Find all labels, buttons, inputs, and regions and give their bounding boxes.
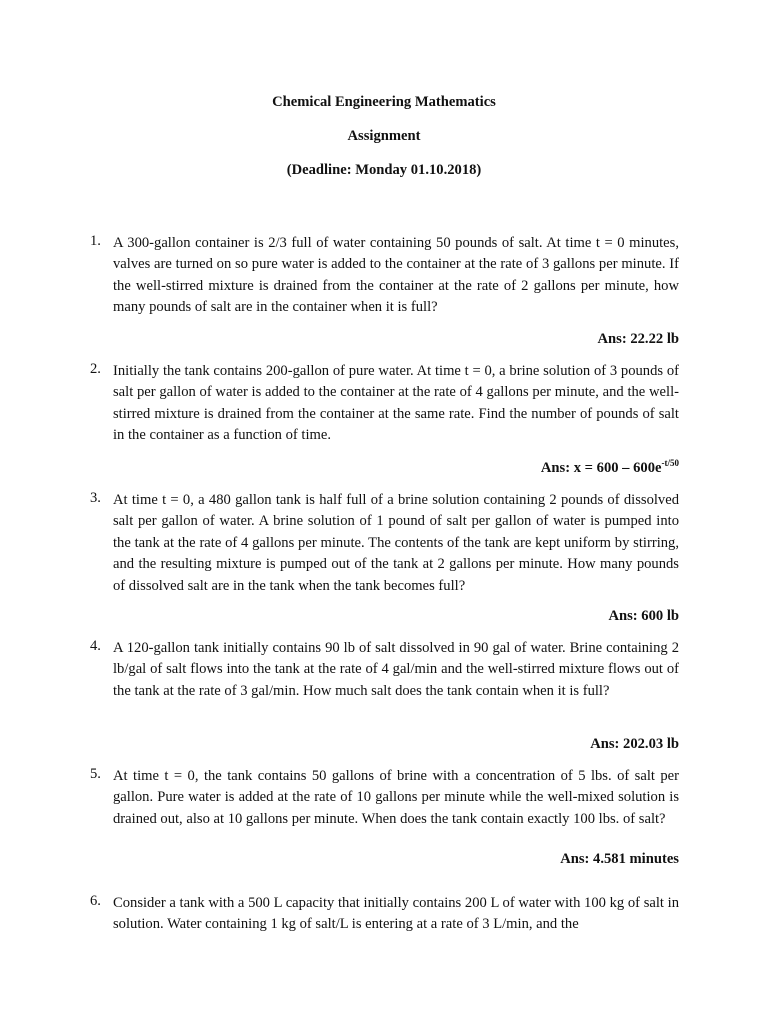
question-text: Initially the tank contains 200-gallon of pure water. At time t = 0, a brine solution of 3 pounds of salt per gallon of water is added to the container at the rate of 4 gallons per minute, and the well-stirred mixture is drained from the container at the same rate. Find the number of pounds of salt in the container as a function of time. [113, 363, 679, 444]
answer-4: Ans: 202.03 lb [590, 736, 679, 752]
question-number: 4. [90, 638, 101, 654]
answer-3: Ans: 600 lb [608, 608, 679, 624]
question-1 [90, 233, 679, 319]
question-4 [90, 638, 679, 702]
question-text: Consider a tank with a 500 L capacity that initially contains 200 L of water with 100 kg of salt in solution. Water containing 1 kg of salt/L is entering at a rate of 3 L/min, and the [113, 895, 679, 933]
question-5 [90, 766, 679, 830]
answer-1: Ans: 22.22 lb [597, 331, 679, 347]
assignment-label: Assignment [347, 128, 421, 144]
course-title: Chemical Engineering Mathematics [272, 94, 496, 110]
question-number: 2. [90, 361, 101, 377]
question-text: At time t = 0, a 480 gallon tank is half full of a brine solution containing 2 pounds of dissolved salt per gallon of water. A brine solution of 1 pound of salt per gallon of water is pumped into the tank at the rate of 4 gallons per minute. The contents of the tank are kept uniform by stirring, and the resulting mixture is pumped out of the tank at 2 gallons per minute. How many pounds of dissolved salt are in the tank when the tank becomes full? [113, 492, 679, 594]
question-number: 1. [90, 233, 101, 249]
question-number: 5. [90, 766, 101, 782]
question-number: 6. [90, 893, 101, 909]
question-3 [90, 490, 679, 597]
question-2 [90, 361, 679, 447]
answer-2-text: Ans: x = 600 – 600e [540, 460, 662, 476]
answer-5: Ans: 4.581 minutes [560, 851, 679, 867]
question-number: 3. [90, 490, 101, 506]
deadline-label: (Deadline: Monday 01.10.2018) [286, 162, 482, 178]
answer-2 [541, 459, 679, 477]
question-text: A 300-gallon container is 2/3 full of water containing 50 pounds of salt. At time t = 0 minutes, valves are turned on so pure water is added to the container at the rate of 3 gallons per minute. If the well-stirred mixture is drained from the container at the rate of 2 gallons per minute, how many pounds of salt are in the container when it is full? [113, 235, 679, 316]
question-text: At time t = 0, the tank contains 50 gallons of brine with a concentration of 5 lbs. of salt per gallon. Pure water is added at the rate of 10 gallons per minute while the well-mixed solution is drained out, also at 10 gallons per minute. When does the tank contain exactly 100 lbs. of salt? [113, 768, 679, 827]
question-6 [90, 893, 679, 936]
question-text: A 120-gallon tank initially contains 90 lb of salt dissolved in 90 gal of water. Brine containing 2 lb/gal of salt flows into the tank at the rate of 4 gal/min and the well-stirred mixture flows out of the tank at the rate of 3 gal/min. How much salt does the tank contain when it is full? [113, 640, 679, 699]
answer-2-exponent: -t/50 [661, 458, 679, 468]
